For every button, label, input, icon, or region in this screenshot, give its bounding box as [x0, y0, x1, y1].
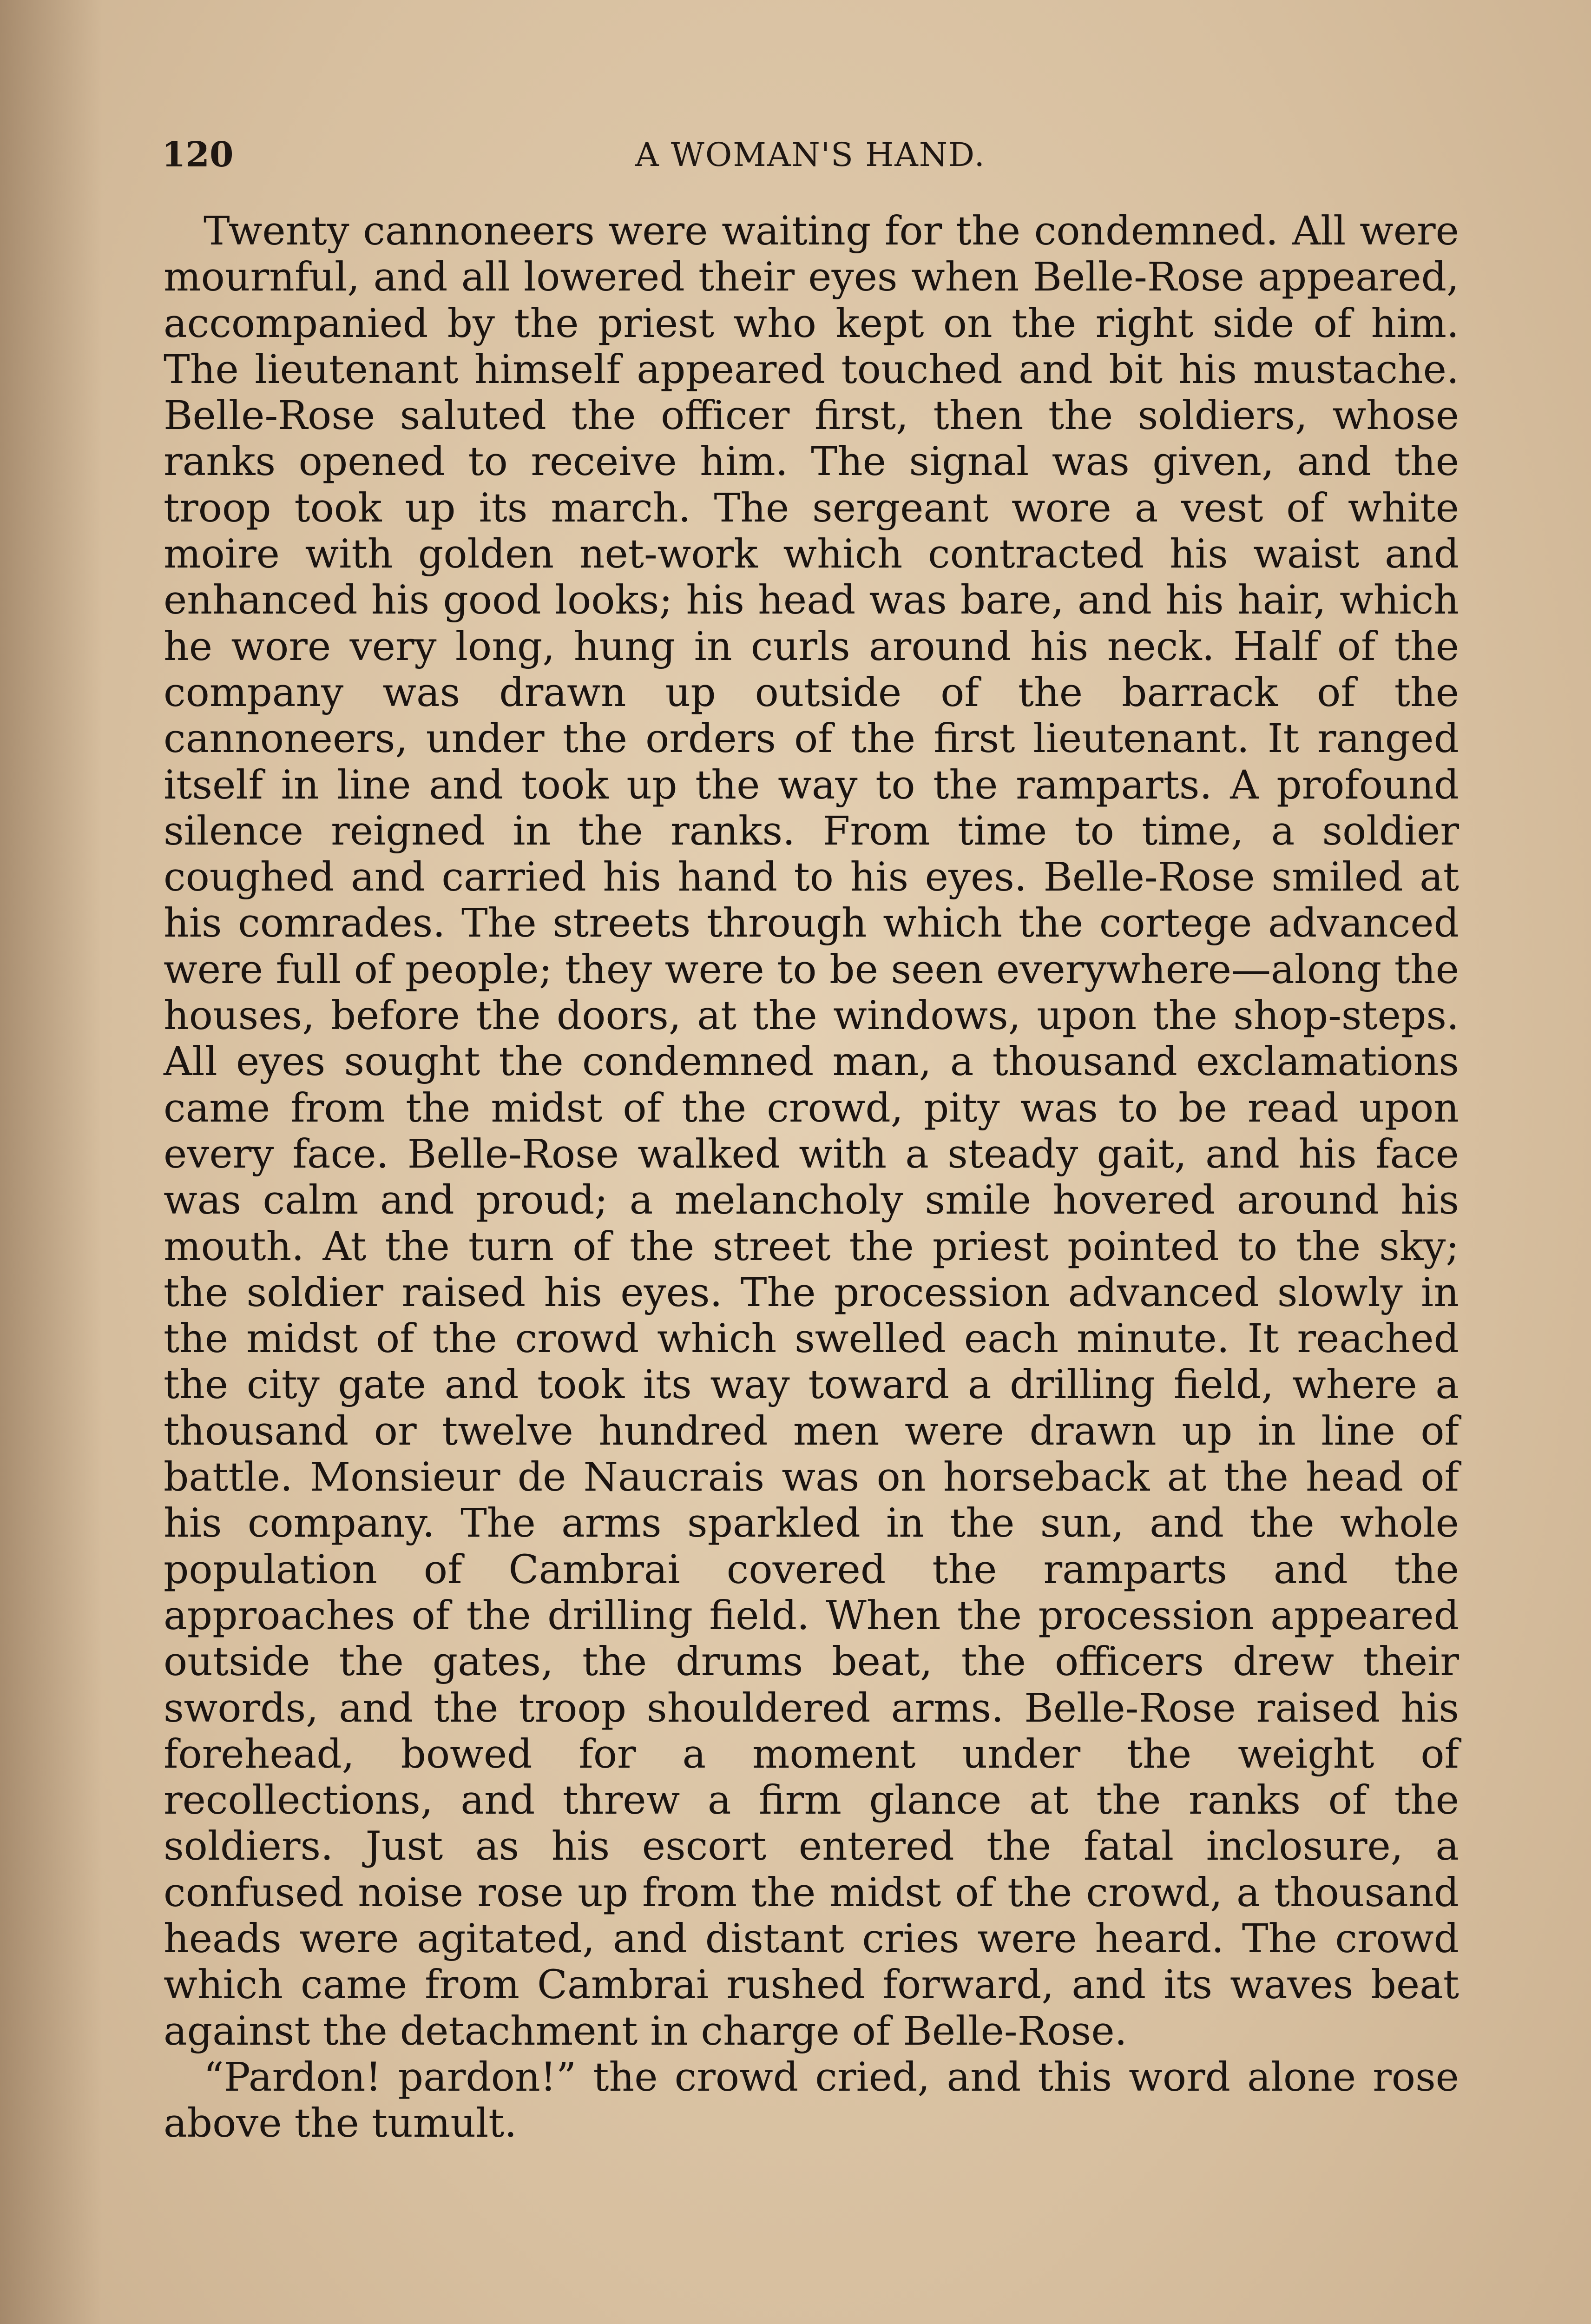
page-header: [162, 134, 1459, 176]
running-head: A WOMAN'S HAND.: [635, 136, 986, 174]
binding-shadow: [0, 0, 102, 2324]
paragraph: “Pardon! pardon!” the crowd cried, and this word alone rose above the tumult.: [164, 2054, 1459, 2147]
paragraph: Twenty cannoneers were waiting for the condemned. All were mournful, and all lowered their eyes when Belle-Rose appeared, accompanied by the priest who kept on the right side of him. The lieutenant himself appeared touched and bit his mustache. Belle-Rose saluted the officer first, then the soldiers, whose ranks opened to receive him. The signal was given, and the troop took up its march. The sergeant wore a vest of white moire with golden net-work which contracted his waist and enhanced his good looks; his head was bare, and his hair, which he wore very long, hung in curls around his neck. Half of the company was drawn up outside of the barrack of the cannoneers, under the orders of the first lieutenant. It ranged itself in line and took up the way to the ramparts. A profound silence reigned in the ranks. From time to time, a soldier coughed and carried his hand to his eyes. Belle-Rose smiled at his comrades. The streets through which the cortege advanced were full of people; they were to be seen everywhere—along the houses, before the doors, at the windows, upon the shop-steps. All eyes sought the condemned man, a thousand exclamations came from the midst of the crowd, pity was to be read upon every face. Belle-Rose walked with a steady gait, and his face was calm and proud; a melancholy smile hovered around his mouth. At the turn of the street the priest pointed to the sky; the soldier raised his eyes. The procession advanced slowly in the midst of the crowd which swelled each minute. It reached the city gate and took its way toward a drilling field, where a thousand or twelve hundred men were drawn up in line of battle. Monsieur de Naucrais was on horseback at the head of his company. The arms sparkled in the sun, and the whole population of Cambrai covered the ramparts and the approaches of the drilling field. When the procession appeared outside the gates, the drums beat, the officers drew their swords, and the troop shouldered arms. Belle-Rose raised his forehead, bowed for a moment under the weight of recollections, and threw a firm glance at the ranks of the soldiers. Just as his escort entered the fatal inclosure, a confused noise rose up from the midst of the crowd, a thousand heads were agitated, and distant cries were heard. The crowd which came from Cambrai rushed forward, and its waves beat against the detachment in charge of Belle-Rose.: [164, 208, 1459, 2054]
page-number: 120: [162, 135, 234, 175]
body-text: [164, 208, 1459, 2146]
